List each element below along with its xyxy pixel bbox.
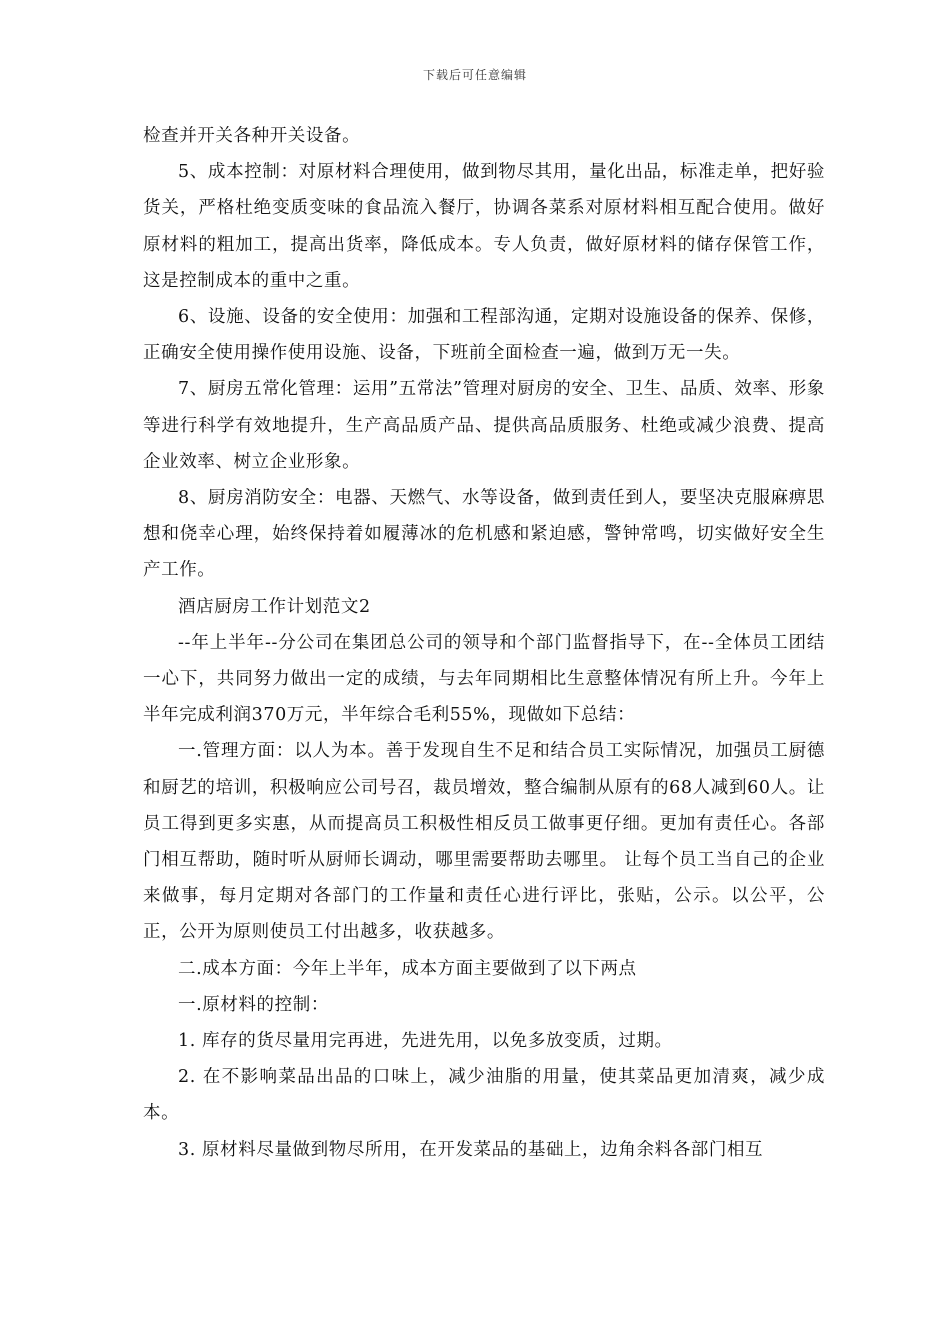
paragraph: 一.管理方面：以人为本。善于发现自生不足和结合员工实际情况，加强员工厨德和厨艺的培训，积极响应公司号召，裁员增效，整合编制从原有的68人减到60人。让员工得到更多实惠，从而提高员工积极性相反员工做事更仔细。更加有责任心。各部门相互帮助，随时听从厨师长调动，哪里需要帮助去哪里。 让每个员工当自己的企业来做事，每月定期对各部门的工作量和责任心进行评比，张贴，公示。以公平，公正，公开为原则使员工付出越多，收获越多。 [143,741,825,943]
paragraph: 一.原材料的控制： [178,994,329,1015]
paragraph: 5、成本控制：对原材料合理使用，做到物尽其用，量化出品，标准走单，把好验货关，严格杜绝变质变味的食品流入餐厅，协调各菜系对原材料相互配合使用。做好原材料的粗加工，提高出货率，降低成本。专人负责，做好原材料的储存保管工作，这是控制成本的重中之重。 [143,162,825,291]
list-item: 1. 库存的货尽量用完再进，先进先用，以免多放变质，过期。 [178,1031,673,1052]
paragraph: 7、厨房五常化管理：运用”五常法”管理对厨房的安全、卫生、品质、效率、形象等进行科学有效地提升，生产高品质产品、提供高品质服务、杜绝或减少浪费、提高企业效率、树立企业形象。 [143,379,825,472]
paragraph: 8、厨房消防安全：电器、天燃气、水等设备，做到责任到人，要坚决克服麻痹思想和侥幸心理，始终保持着如履薄冰的危机感和紧迫感，警钟常鸣，切实做好安全生产工作。 [143,488,825,581]
page-header: 下载后可任意编辑 [422,68,527,82]
list-item: 2. 在不影响菜品出品的口味上，减少油脂的用量，使其菜品更加清爽，减少成本。 [143,1067,825,1124]
document-body [143,118,825,1168]
paragraph: 二.成本方面：今年上半年，成本方面主要做到了以下两点 [178,958,637,979]
paragraph: --年上半年--分公司在集团总公司的领导和个部门监督指导下，在--全体员工团结一心下，共同努力做出一定的成绩，与去年同期相比生意整体情况有所上升。今年上半年完成利润370万元，半年综合毛利55%，现做如下总结： [143,632,825,726]
paragraph: 6、设施、设备的安全使用：加强和工程部沟通，定期对设施设备的保养、保修，正确安全使用操作使用设施、设备，下班前全面检查一遍，做到万无一失。 [143,307,825,364]
paragraph: 检查并开关各种开关设备。 [143,126,361,146]
list-item: 3. 原材料尽量做到物尽所用，在开发菜品的基础上，边角余料各部门相互 [178,1139,764,1160]
section-title: 酒店厨房工作计划范文2 [178,596,371,617]
